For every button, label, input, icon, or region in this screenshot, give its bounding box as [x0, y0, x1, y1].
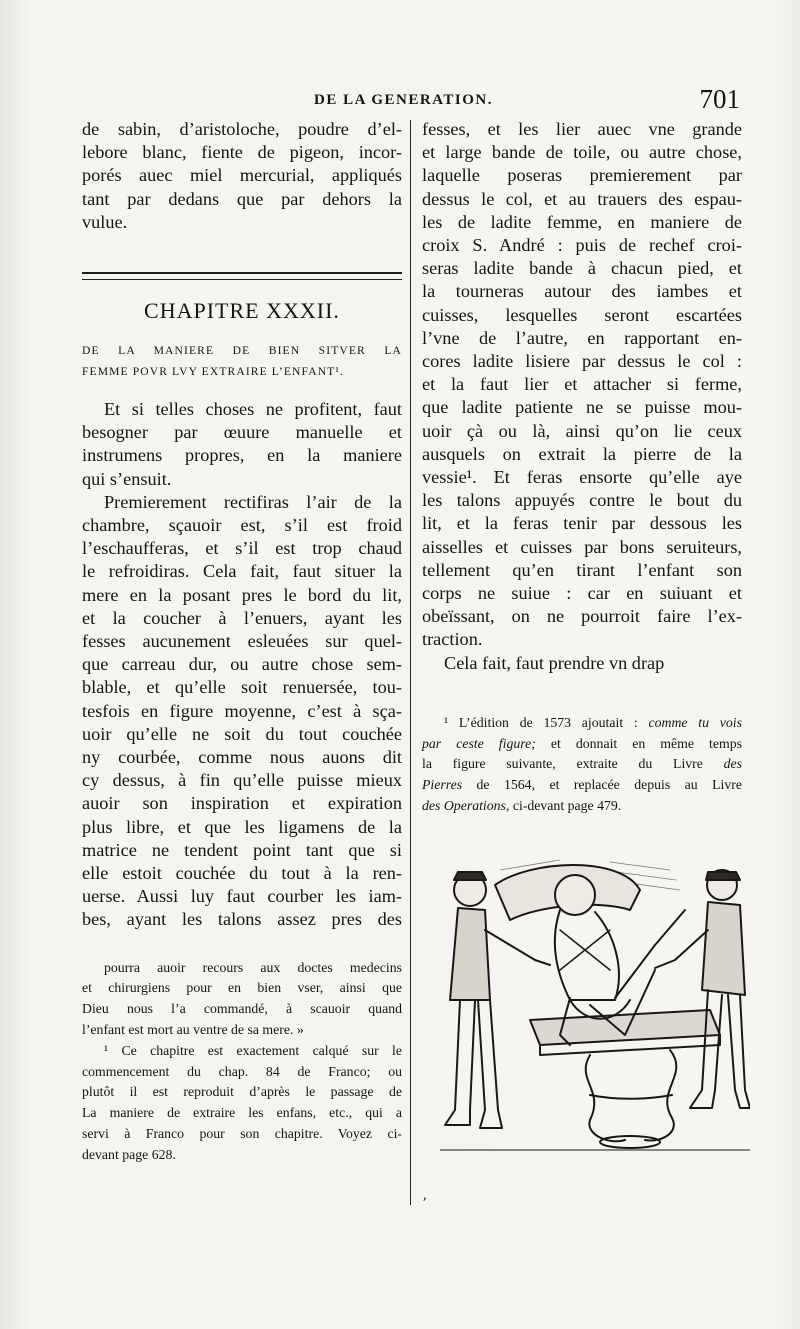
- text-line: obeïssant, on ne pourroit faire l’ex-: [422, 606, 742, 627]
- text-line: mere en la posant pres le bord du lit,: [82, 584, 402, 605]
- note-line: devant page 628.: [82, 1146, 176, 1162]
- text-line: de sabin, d’aristoloche, poudre d’el-: [82, 119, 402, 139]
- note-line: et chirurgiens pour en bien vser, ainsi que: [82, 980, 402, 996]
- text-line: laquelle poseras premierement par: [422, 165, 742, 186]
- text-line: uerse. Aussi luy faut courber les iam-: [82, 886, 402, 907]
- text-line: ny courbée, comme nous auons dit: [82, 747, 402, 768]
- right-column: [422, 118, 742, 817]
- text-line: Premierement rectifiras l’air de la: [104, 491, 402, 512]
- left-column: [82, 118, 402, 1166]
- note-line: La maniere de extraire les enfans, etc., qui a: [82, 1105, 402, 1121]
- column-divider: [410, 120, 411, 1205]
- note-line: commencement du chap. 84 de Franco; ou: [82, 1063, 402, 1079]
- note-line: par ceste figure; et donnait en même temps: [422, 735, 742, 751]
- text-line: aisselles et cuisses par bons seruiteurs,: [422, 536, 742, 557]
- text-line: vessie¹. Et feras ensorte qu’elle aye: [422, 467, 742, 488]
- text-line: porés auec miel mercurial, appliqués: [82, 165, 402, 186]
- left-paragraph-3: [82, 491, 402, 932]
- left-footnotes: [82, 958, 402, 1166]
- text-line: cuisses, lesquelles seront escartées: [422, 304, 742, 325]
- note-line: l’enfant est mort au ventre de sa mere. »: [82, 1022, 304, 1038]
- note-line: ¹ Ce chapitre est exactement calqué sur le: [104, 1042, 402, 1058]
- section-divider: [82, 272, 402, 280]
- right-footnotes: [422, 713, 742, 817]
- text-line: traction.: [422, 629, 483, 650]
- right-paragraph-1: [422, 118, 742, 652]
- page-number: 701: [699, 84, 740, 114]
- text-line: seras ladite bande à chacun pied, et: [422, 258, 742, 279]
- text-line: le refroidiras. Cela fait, faut situer la: [82, 561, 402, 582]
- text-line: la tourneras autour des iambes et: [422, 281, 742, 302]
- text-line: tesfois en figure moyenne, c’est à sça-: [82, 700, 402, 721]
- right-paragraph-2: [422, 652, 742, 675]
- text-line: et la faut lier et attacher si ferme,: [422, 374, 742, 395]
- text-line: tellement qu’en tirant l’enfant son: [422, 559, 742, 580]
- text-line: fesses aucunement esleuées sur quel-: [82, 631, 402, 652]
- page-header: [300, 84, 740, 114]
- text-line: cores ladite lisiere par dessus le col :: [422, 351, 742, 372]
- note-line: des Operations, ci-devant page 479.: [422, 798, 622, 814]
- text-line: Et si telles choses ne profitent, faut: [104, 399, 402, 420]
- chapter-subtitle: [82, 340, 402, 382]
- text-line: instrumens propres, en la maniere: [82, 445, 402, 466]
- text-line: cy dessus, à fin qu’elle puisse mieux: [82, 770, 402, 791]
- text-line: et large bande de toile, ou autre chose,: [422, 142, 742, 163]
- text-line: Cela fait, faut prendre vn drap: [444, 652, 665, 673]
- left-paragraph-2: [82, 398, 402, 491]
- text-line: corps ne suiue : car en suiuant et: [422, 583, 742, 604]
- text-line: qui s’ensuit.: [82, 468, 172, 489]
- text-line: lit, et la feras tenir par dessous les: [422, 513, 742, 534]
- text-line: blable, et qu’elle soit renuersée, tou-: [82, 677, 402, 698]
- text-line: uoir qu’elle ne soit du tout couchée: [82, 723, 402, 744]
- left-paragraph-1: [82, 118, 402, 234]
- text-line: dessus le col, et au trauers des espau-: [422, 188, 742, 209]
- note-line: servi à Franco pour son chapitre. Voyez ci-: [82, 1126, 402, 1142]
- text-line: auoir son inspiration et expiration: [82, 793, 402, 814]
- text-line: fesses, et les lier auec vne grande: [422, 119, 742, 139]
- note-line: la figure suivante, extraite du Livre des: [422, 756, 742, 772]
- note-line: ¹ L’édition de 1573 ajoutait : comme tu vois: [444, 714, 742, 730]
- text-line: lebore blanc, fiente de pigeon, incor-: [82, 142, 402, 163]
- note-line: Pierres de 1564, et replacée depuis au Livre: [422, 777, 742, 793]
- text-line: croix S. André : puis de rechef croi-: [422, 235, 742, 256]
- text-line: les talons appuyés contre le bout du: [422, 490, 742, 511]
- chapter-title: CHAPITRE XXXII.: [144, 298, 340, 324]
- text-line: plus libre, et que les ligamens de la: [82, 816, 402, 837]
- subtitle-line: FEMME POVR LVY EXTRAIRE L’ENFANT¹.: [82, 365, 344, 379]
- text-line: besogner par œuure manuelle et: [82, 422, 402, 443]
- surgical-positioning-woodcut-icon: [440, 850, 750, 1160]
- text-line: et la coucher à l’enuers, ayant les: [82, 607, 402, 628]
- note-line: Dieu nous l’a commandé, à scauoir quand: [82, 1001, 402, 1017]
- text-line: que ladite patiente ne se puisse mou-: [422, 397, 742, 418]
- running-title: DE LA GENERATION.: [314, 92, 494, 108]
- text-line: uoir çà ou là, ainsi qu’on lie ceux: [422, 420, 742, 441]
- text-line: l’eschaufferas, et s’il est trop chaud: [82, 538, 402, 559]
- text-line: tant par dedans que par dehors la: [82, 188, 402, 209]
- illustration-mark: ʼ: [422, 1196, 427, 1212]
- text-line: que carreau dur, ou autre chose sem-: [82, 654, 402, 675]
- subtitle-line: DE LA MANIERE DE BIEN SITVER LA: [82, 344, 402, 358]
- text-line: l’vne de l’autre, en rapportant en-: [422, 327, 742, 348]
- text-line: vulue.: [82, 211, 128, 232]
- text-line: bes, ayant les talons assez pres des: [82, 909, 402, 930]
- text-line: matrice ne tendent point tant que si: [82, 839, 402, 860]
- note-line: pourra auoir recours aux doctes medecins: [104, 959, 402, 975]
- text-line: les de ladite femme, en maniere de: [422, 211, 742, 232]
- text-line: chambre, sçauoir est, s’il est froid: [82, 515, 402, 536]
- text-line: elle estoit couchée du tout à la ren-: [82, 863, 402, 884]
- note-line: plutôt il est reproduit d’après le passage de: [82, 1084, 402, 1100]
- text-line: ausquels on extrait la pierre de la: [422, 443, 742, 464]
